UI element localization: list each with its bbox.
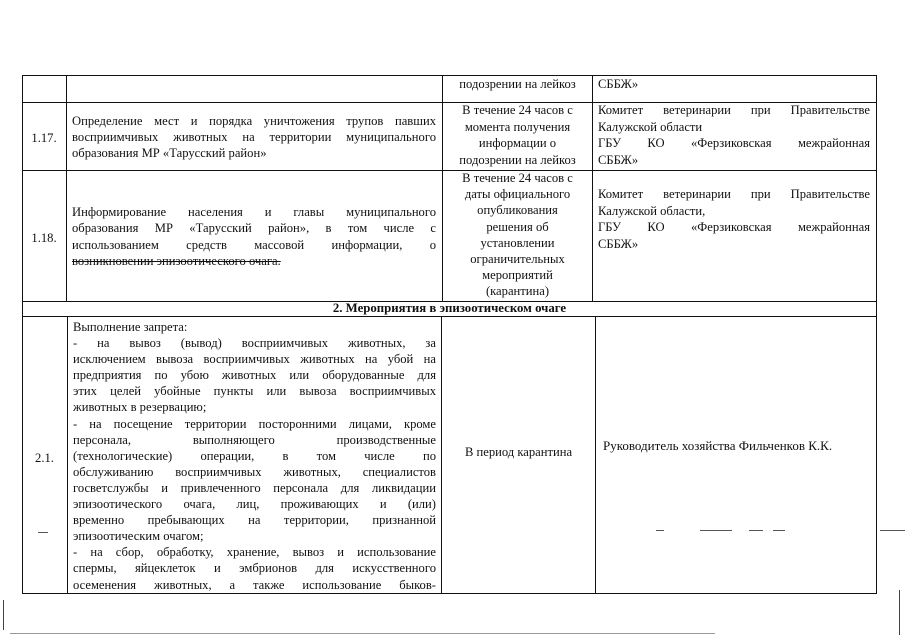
scan-mark-bottom [10,633,715,634]
scan-mark-right-5 [880,530,905,531]
table-border-right [876,75,877,594]
row-117-measure: Определение мест и порядка уничтожения трупов павших восприимчивых животных на территории муниципального образования МР «Тарусский район» [72,114,436,161]
row-117-period: В течение 24 часов с момента получения информации о подозрении на лейкоз [459,103,576,167]
table-border-left [22,75,23,594]
table-border-col1 [66,75,67,302]
row-117-number: 1.17. [31,131,57,145]
row-118-number: 1.18. [31,231,57,245]
table-border-col1-b [67,316,68,594]
prev-row-period: подозрении на лейкоз [459,77,576,91]
row-border-21 [22,316,877,317]
scan-mark-right-1 [656,530,664,531]
scan-edge-right [899,590,900,635]
row-118-period: В течение 24 часов с даты официального опубликования решения об установлении ограничительных мероприятий (карантина) [462,171,573,299]
section-2-title: 2. Мероприятия в эпизоотическом очаге [332,301,567,315]
row-21-measure: Выполнение запрета: - на вывоз (вывод) восприимчивых животных, за исключением вывоза восприимчивых животных на убой на предприятия по убою животных или оборудованные для этих целей убойные пункты или вывоза восприимчивых животных в резервацию; - на посещение территории посторонними лицами, кроме персонала, выполняющего производственные (технологические) операции, в том числе по обслуживанию восприимчивых животных, специалистов госветслужбы и привлеченного персонала для ликвидации эпизоотического очага, лиц, проживающих и (или) временно пребывающих на территории, признанной эпизоотическим очагом; - на сбор, обработку, хранение, вывоз и использование спермы, яйцеклеток и эмбрионов для искусственного осеменения животных, а также использование быков- [73,320,436,592]
row-border-bottom [22,593,877,594]
table-border-col3-b [595,316,596,594]
scan-mark-right-4 [773,530,785,531]
row-118-measure: Информирование населения и главы муниципального образования МР «Тарусский район», в том числе с использованием средств массовой информации, о возникновении эпизоотического очага. [72,205,436,269]
scan-mark-left [38,532,48,533]
row-118-responsible: Комитет ветеринарии при Правительстве Калужской области, ГБУ КО «Ферзиковская межрайонная СББЖ» [598,187,870,251]
prev-row-responsible: СББЖ» [598,77,639,91]
row-117-responsible: Комитет ветеринарии при Правительстве Калужской области ГБУ КО «Ферзиковская межрайонная СББЖ» [598,103,870,167]
row-21-number: 2.1. [35,451,54,465]
row-21-responsible: Руководитель хозяйства Фильченков К.К. [603,438,833,453]
scan-mark-right-3 [749,530,763,531]
scan-mark-right-2 [700,530,732,531]
row-21-period: В период карантина [464,445,573,459]
scan-edge-left [3,600,4,630]
table-border-col3 [592,75,593,302]
